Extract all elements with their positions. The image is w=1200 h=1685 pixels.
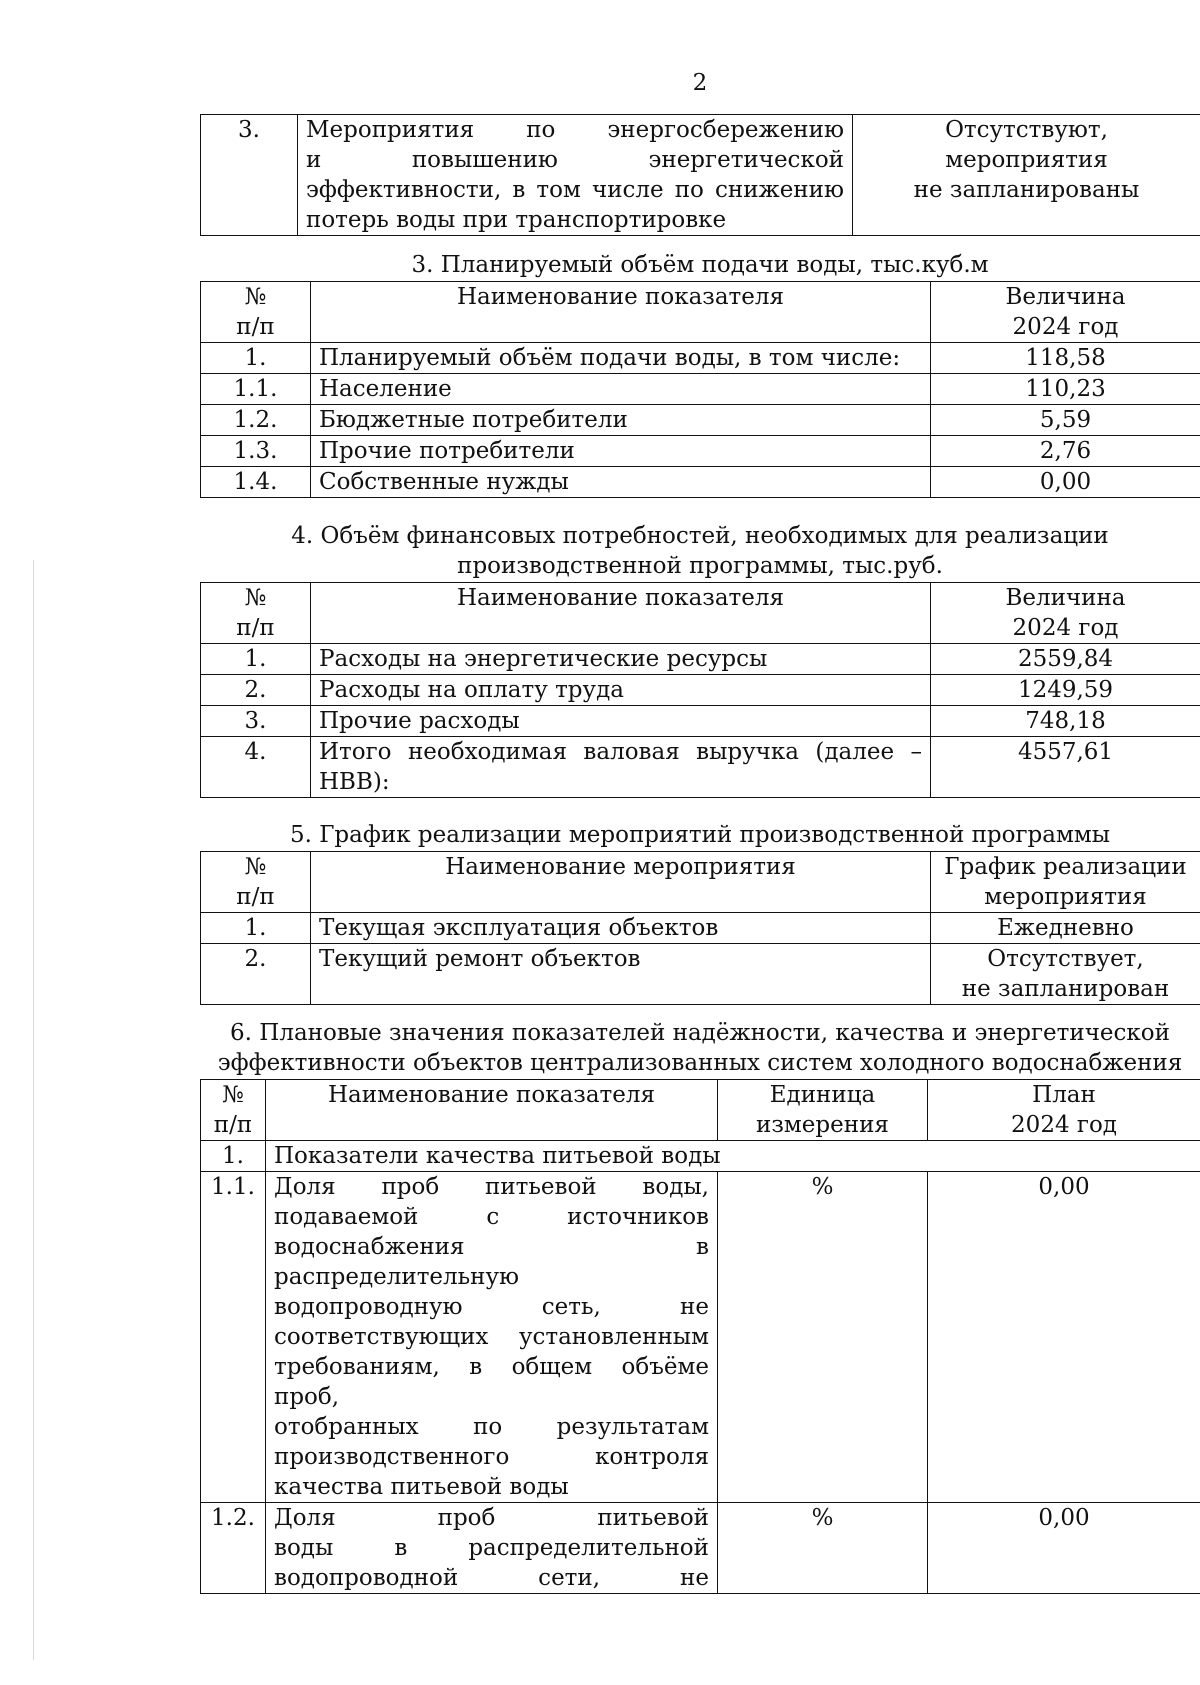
- table-row: 1.1. Доля проб питьевой воды, подаваемой с источников водоснабжения в распределительную водопроводную сеть, не соответствующих установленным требованиям, в общем объёме проб, отобранных по результатам производственного контроля качества питьевой воды % 0,00: [201, 1172, 1200, 1503]
- quality-indicators-table: [200, 1079, 1200, 1594]
- measure-status: Отсутствуют, мероприятия не запланированы: [853, 115, 1200, 236]
- measures-table: [200, 114, 1200, 236]
- table-row: 1.2. Доля проб питьевой воды в распределительной водопроводной сети, не % 0,00: [201, 1503, 1200, 1594]
- table-row: 3. Прочие расходы 748,18: [201, 706, 1200, 737]
- measure-name: Мероприятия по энергосбережению и повышению энергетической эффективности, в том числе по снижению потерь воды при транспортировке: [298, 115, 853, 236]
- table-row: 1.2. Бюджетные потребители 5,59: [201, 405, 1200, 436]
- table-row: 2. Расходы на оплату труда 1249,59: [201, 675, 1200, 706]
- table-row: 1. Расходы на энергетические ресурсы 2559,84: [201, 644, 1200, 675]
- table-row-total: 4. Итого необходимая валовая выручка (далее – НВВ): 4557,61: [201, 737, 1200, 798]
- schedule-table: [200, 851, 1200, 1005]
- section-4-title: 4. Объём финансовых потребностей, необходимых для реализации производственной программы, тыс.руб.: [291, 523, 1109, 579]
- table-row: 1. Текущая эксплуатация объектов Ежедневно: [201, 913, 1200, 944]
- table-header: № п/п Наименование показателя Величина 2024 год: [201, 583, 1200, 644]
- page-number: 2: [692, 70, 708, 96]
- table-row: 2. Текущий ремонт объектов Отсутствует, не запланирован: [201, 944, 1200, 1005]
- scan-margin-line: [33, 560, 34, 1660]
- section-5-title: 5. График реализации мероприятий производственной программы: [289, 822, 1111, 848]
- row-number: 3.: [201, 115, 298, 236]
- table-header: № п/п Наименование показателя Единица измерения План 2024 год: [201, 1080, 1200, 1141]
- section-3-title: 3. Планируемый объём подачи воды, тыс.куб.м: [411, 252, 989, 278]
- table-header: № п/п Наименование показателя Величина 2024 год: [201, 282, 1200, 343]
- table-group-row: 1. Показатели качества питьевой воды: [201, 1141, 1200, 1172]
- table-row: [201, 115, 1200, 236]
- table-row: 1.3. Прочие потребители 2,76: [201, 436, 1200, 467]
- table-row: 1.1. Население 110,23: [201, 374, 1200, 405]
- water-supply-table: [200, 281, 1200, 498]
- table-row: 1. Планируемый объём подачи воды, в том числе: 118,58: [201, 343, 1200, 374]
- table-row: 1.4. Собственные нужды 0,00: [201, 467, 1200, 498]
- table-header: № п/п Наименование мероприятия График реализации мероприятия: [201, 852, 1200, 913]
- financial-needs-table: [200, 582, 1200, 798]
- section-6-title: 6. Плановые значения показателей надёжности, качества и энергетической эффективности объектов централизованных систем холодного водоснабжения: [217, 1020, 1183, 1076]
